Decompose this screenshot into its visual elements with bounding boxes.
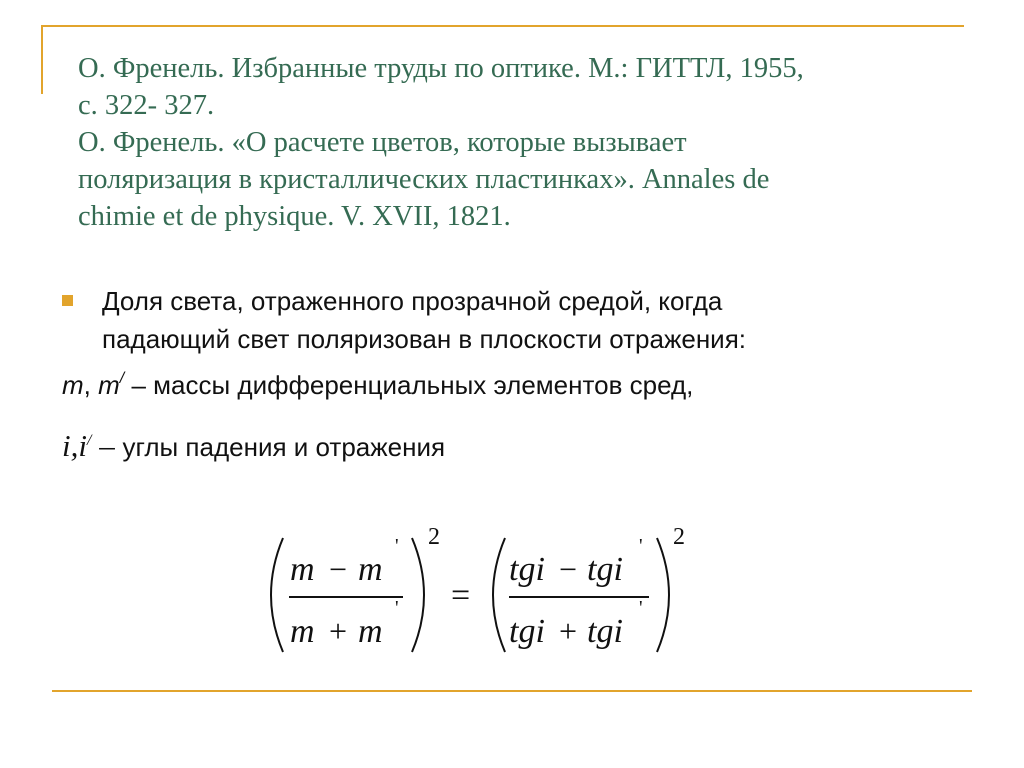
reference-title bbox=[78, 50, 968, 235]
right-den-plus: + bbox=[559, 613, 578, 649]
dash: – bbox=[91, 428, 123, 463]
left-exponent: 2 bbox=[428, 524, 440, 550]
prime-mark: ' bbox=[639, 535, 643, 557]
prime-mark: ' bbox=[639, 597, 643, 619]
bullet-text bbox=[102, 282, 982, 358]
right-num-tgi-prime: tgi bbox=[587, 551, 623, 588]
symbol-m: m bbox=[62, 370, 84, 400]
mass-definition bbox=[62, 370, 693, 401]
right-den-tgi-prime: tgi bbox=[587, 613, 623, 650]
bullet-line: Доля света, отраженного прозрачной средой, когда bbox=[102, 286, 723, 316]
square-bullet-icon bbox=[62, 295, 73, 306]
left-paren-open bbox=[271, 538, 283, 652]
bullet-line: падающий свет поляризован в плоскости отражения: bbox=[102, 324, 747, 354]
prime-mark: ' bbox=[395, 597, 399, 619]
right-den-tgi: tgi bbox=[509, 613, 545, 650]
mass-definition-text: – массы дифференциальных элементов сред, bbox=[124, 370, 694, 400]
title-line: с. 322- 327. bbox=[78, 90, 215, 121]
symbol-i: i,i bbox=[62, 428, 87, 463]
title-line: chimie et de physique. V. XVII, 1821. bbox=[78, 201, 511, 232]
prime-mark: / bbox=[119, 370, 125, 387]
comma: , bbox=[83, 370, 99, 400]
left-border-line bbox=[41, 25, 43, 94]
left-den-m-prime: m bbox=[358, 613, 383, 650]
title-line: О. Френель. Избранные труды по оптике. М.: ГИТТЛ, 1955, bbox=[78, 53, 804, 84]
left-den-plus: + bbox=[329, 613, 348, 649]
left-paren-close bbox=[412, 538, 424, 652]
title-line: поляризация в кристаллических пластинках». Annales de bbox=[78, 164, 770, 195]
formula-svg bbox=[255, 520, 705, 670]
angle-definition bbox=[62, 428, 445, 464]
right-paren-close bbox=[657, 538, 669, 652]
bullet-item bbox=[62, 282, 982, 358]
title-line: О. Френель. «О расчете цветов, которые вызывает bbox=[78, 127, 687, 158]
left-num-minus: − bbox=[329, 551, 348, 587]
prime-mark: / bbox=[86, 432, 92, 449]
symbol-m-prime: m bbox=[98, 370, 120, 400]
right-num-tgi: tgi bbox=[509, 551, 545, 588]
right-exponent: 2 bbox=[673, 524, 685, 550]
fresnel-formula bbox=[255, 520, 705, 670]
right-paren-open bbox=[493, 538, 505, 652]
right-num-minus: − bbox=[559, 551, 578, 587]
equals-sign: = bbox=[451, 577, 471, 614]
top-border-line bbox=[41, 25, 964, 27]
left-num-m: m bbox=[290, 551, 315, 588]
bottom-border-line bbox=[52, 690, 972, 692]
angle-definition-text: углы падения и отражения bbox=[122, 432, 446, 462]
left-den-m: m bbox=[290, 613, 315, 650]
prime-mark: ' bbox=[395, 535, 399, 557]
left-num-m-prime: m bbox=[358, 551, 383, 588]
